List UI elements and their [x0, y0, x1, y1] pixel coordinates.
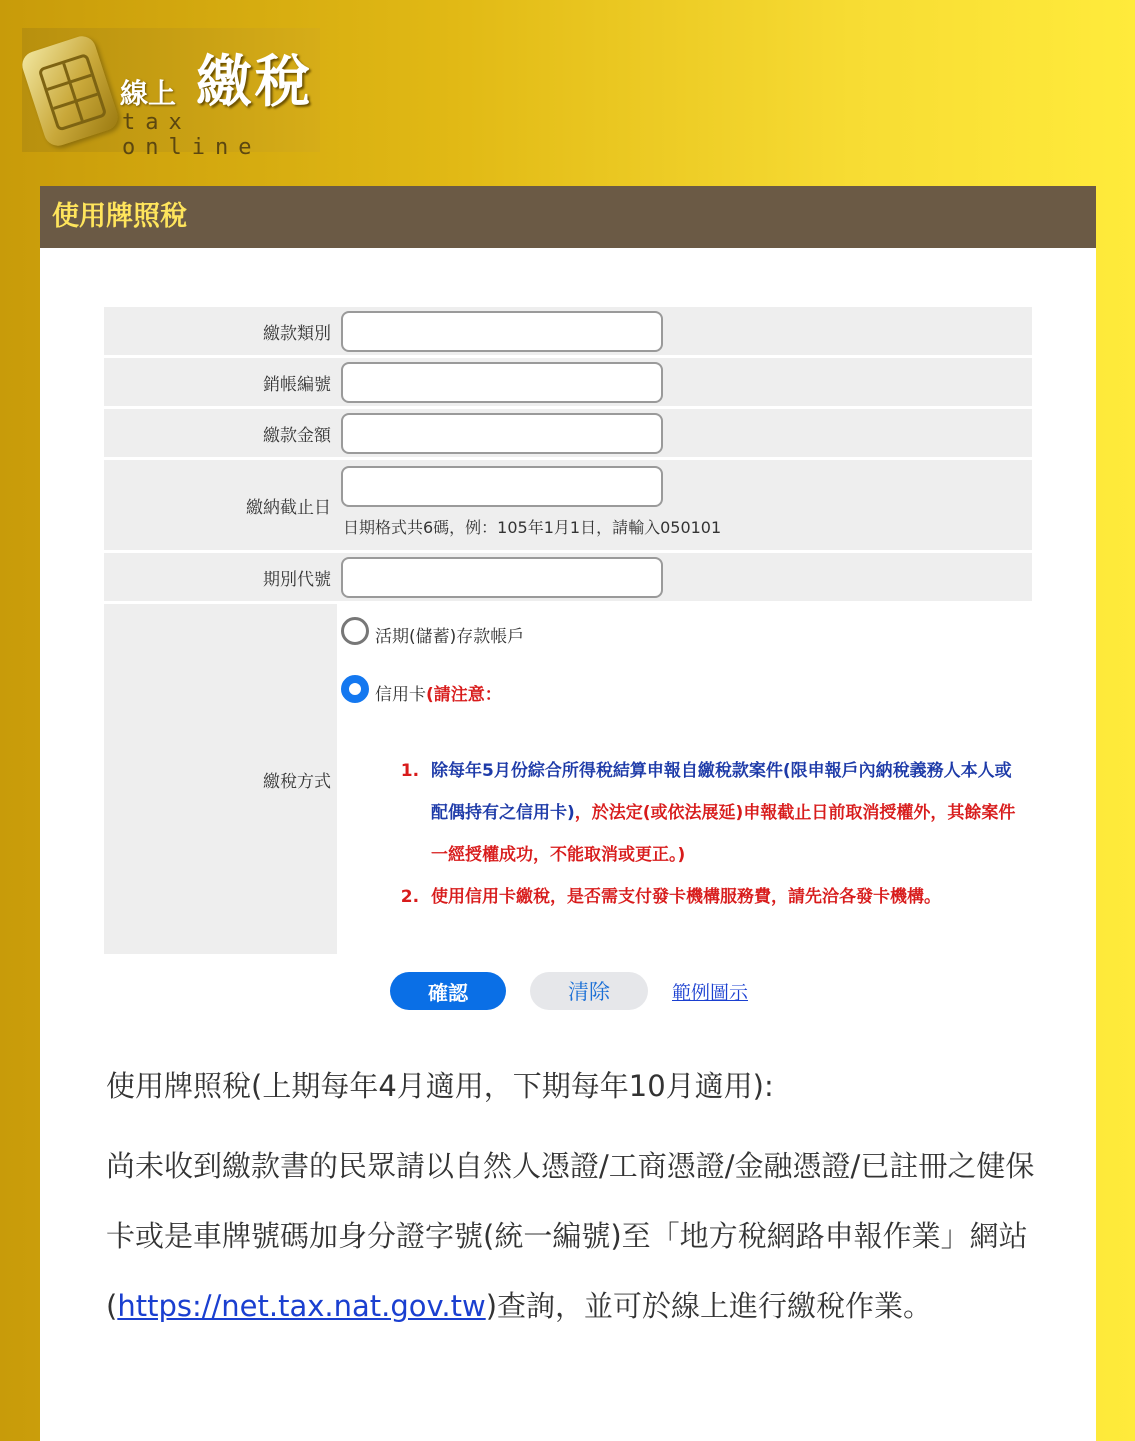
chip-card-icon	[19, 33, 122, 150]
example-link[interactable]: 範例圖示	[672, 981, 749, 1004]
info-body-after: )查詢，並可於線上進行繳稅作業。	[485, 1289, 933, 1323]
period-code-input[interactable]	[341, 557, 663, 598]
option-savings[interactable]	[341, 620, 1032, 648]
credit-card-notes	[341, 750, 1032, 918]
payment-form	[104, 304, 1032, 957]
account-no-input[interactable]	[341, 362, 663, 403]
option-credit-card[interactable]	[341, 678, 1032, 706]
form-actions	[390, 972, 748, 1010]
note-item	[425, 876, 1021, 918]
main-panel	[40, 186, 1096, 1441]
note-1-blue: 除每年5月份綜合所得稅結算申報自繳稅款案件(限申報戶內納稅義務人本人或配偶持有之信用卡)	[431, 761, 1012, 823]
note-1-red: ，於法定(或依法展延)申報截止日前取消授權外，其餘案件一經授權成功，不能取消或更正。)	[431, 803, 1016, 865]
note-2: 使用信用卡繳稅，是否需支付發卡機構服務費，請先洽各發卡機構。	[431, 887, 941, 907]
logo-text-english: tax online	[122, 110, 262, 160]
deadline-label: 繳納截止日	[104, 460, 337, 550]
confirm-button[interactable]: 確認	[390, 972, 506, 1010]
info-title: 使用牌照稅(上期每年4月適用，下期每年10月適用):	[106, 1069, 774, 1103]
info-body	[106, 1131, 1036, 1341]
net-tax-link[interactable]: https://net.tax.nat.gov.tw	[117, 1289, 486, 1323]
payment-type-input[interactable]	[341, 311, 663, 352]
amount-input[interactable]	[341, 413, 663, 454]
info-section	[106, 1064, 1036, 1341]
logo-text-big: 繳稅	[196, 50, 312, 115]
page-title: 使用牌照稅	[40, 186, 1096, 248]
clear-button[interactable]: 清除	[530, 972, 648, 1010]
payment-type-label: 繳款類別	[104, 307, 337, 355]
pay-method-label: 繳稅方式	[104, 604, 337, 954]
info-body-before: 尚未收到繳款書的民眾請以自然人憑證/工商憑證/金融憑證/已註冊之健保卡或是車牌號碼加身分證字號(統一編號)至「地方稅網路申報作業」網站(	[106, 1149, 1035, 1323]
credit-card-radio[interactable]	[341, 675, 369, 703]
savings-radio[interactable]	[341, 617, 369, 645]
savings-label: 活期(儲蓄)存款帳戶	[375, 626, 525, 647]
deadline-input[interactable]	[341, 466, 663, 507]
note-item	[425, 750, 1021, 876]
amount-label: 繳款金額	[104, 409, 337, 457]
account-no-label: 銷帳編號	[104, 358, 337, 406]
logo-text-small: 線上	[120, 77, 177, 110]
site-logo[interactable]	[22, 28, 320, 160]
credit-card-note: (請注意：	[426, 684, 502, 705]
deadline-hint: 日期格式共6碼，例：105年1月1日，請輸入050101	[343, 518, 722, 537]
pay-method-options	[337, 604, 1032, 954]
period-code-label: 期別代號	[104, 553, 337, 601]
credit-card-label: 信用卡	[375, 684, 426, 705]
